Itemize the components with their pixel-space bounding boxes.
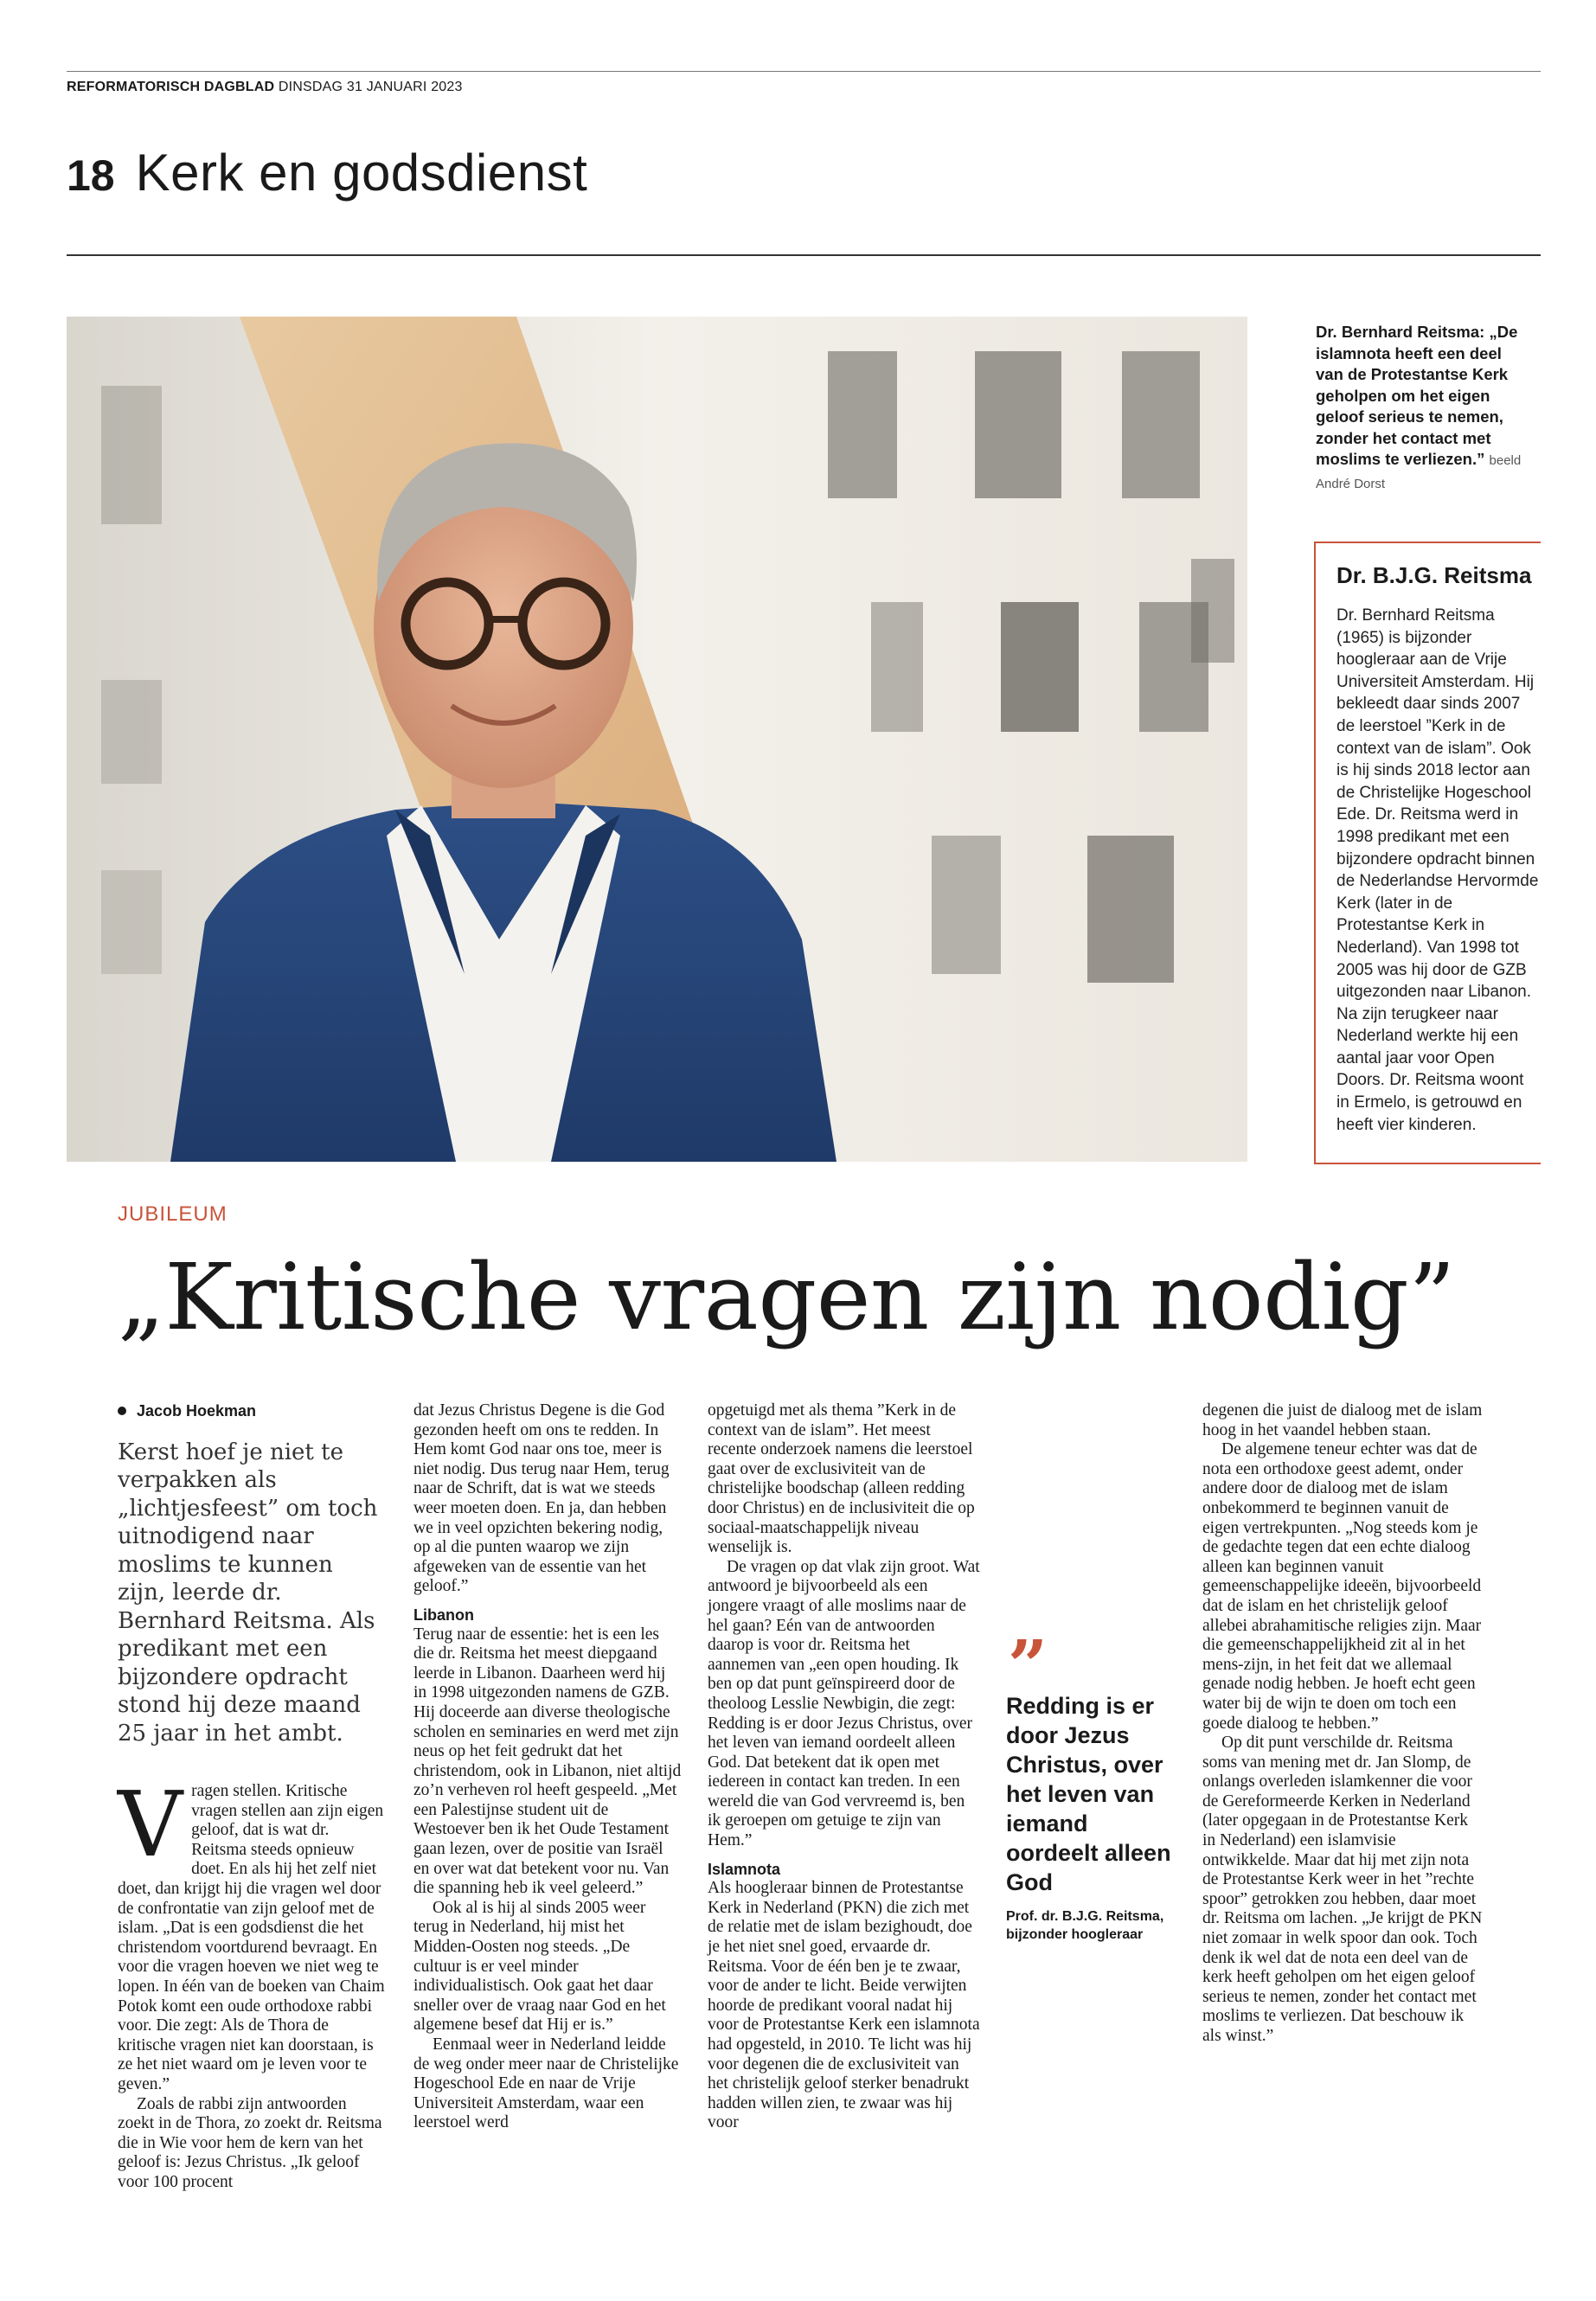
top-rule: [67, 71, 1541, 72]
byline-bullet-icon: [118, 1407, 126, 1415]
paragraph: Eenmaal weer in Nederland leidde de weg onder meer naar de Christelijke Hogeschool Ede en naar de Vrije Universiteit Amsterdam, waar een leerstoel werd: [413, 2035, 679, 2132]
paragraph: Vragen stellen. Kritische vragen stellen aan zijn eigen geloof, dat is wat dr. Reitsma steeds opnieuw doet. En als hij het zelf niet doet, dan krijgt hij die vragen wel door de confrontatie van zijn geloof met de islam. „Dat is een godsdienst die het christendom voortdurend bevraagt. En voor die vragen hoeven we niet weg te lopen. In één van de boeken van Chaim Potok komt een oude orthodoxe rabbi voor. Die zegt: Als de Thora de kritische vragen niet kan doorstaan, is ze het niet waard om je leven voor te geven.”: [118, 1772, 385, 2093]
paragraph: Zoals de rabbi zijn antwoorden zoekt in de Thora, zo zoekt dr. Reitsma die in Wie voor hem de kern van het geloof is: Jezus Christus. „Ik geloof voor 100 procent: [118, 2094, 382, 2191]
page-number: 18: [67, 151, 115, 200]
photo-caption: [1316, 322, 1532, 495]
publication-date: DINSDAG 31 JANUARI 2023: [278, 80, 463, 94]
section-rule: [67, 254, 1541, 256]
bio-title: Dr. B.J.G. Reitsma: [1336, 562, 1532, 588]
paragraph: Terug naar de essentie: het is een les die dr. Reitsma het meest diepgaand leerde in Libanon. Daarheen werd hij in 1998 uitgezonden namens de GZB. Hij doceerde aan diverse theologische scholen en seminaries en werd met zijn neus op het feit gedrukt dat het christendom, ook in Libanon, niet altijd zo’n verheven rol heeft gespeeld. „Met een Palestijnse student uit de Westoever ben ik het Oude Testament gaan lezen, over de positie van Israël en over wat dat betekent voor nu. Van die spanning heb ik veel geleerd.”: [413, 1625, 682, 1898]
article-headline: „Kritische vragen zijn nodig”: [118, 1244, 1455, 1350]
paragraph: Als hoogleraar binnen de Protestantse Kerk in Nederland (PKN) die zich met de relatie met de islam bezighoudt, doe je het niet snel goed, ervaarde dr. Reitsma. Voor de één ben je te zwaar, voor de ander te licht. Beide verwijten hoorde de predikant vooral nadat hij voor de Protestantse Kerk een islamnota had opgesteld, in 2010. Te licht was hij voor degenen die de exclusiviteit van het christelijk geloof sterker benadrukt hadden willen zien, te zwaar was hij voor: [708, 1879, 980, 2132]
bio-body: Dr. Bernhard Reitsma (1965) is bijzonder hoogleraar aan de Vrije Universiteit Amsterdam. Hij bekleedt daar sinds 2007 de leerstoel ”Kerk in de context van de islam”. Ook is hij sinds 2018 lector aan de Christelijke Hogeschool Ede. Dr. Reitsma werd in 1998 predikant met een bijzondere opdracht binnen de Nederlandse Hervormde Kerk (later in de Protestantse Kerk in Nederland). Van 1998 tot 2005 was hij door de GZB uitgezonden naar Libanon. Na zijn terugkeer naar Nederland werkte hij een aantal jaar voor Open Doors. Dr. Reitsma woont in Ermelo, is getrouwd en heeft vier kinderen.: [1336, 606, 1539, 1134]
masthead: [67, 80, 463, 95]
author-byline: [118, 1401, 386, 1421]
portrait-illustration: [67, 317, 1247, 1162]
article-column-4: [1202, 1401, 1484, 2047]
author-name: Jacob Hoekman: [137, 1402, 257, 1420]
pull-quote-attribution: Prof. dr. B.J.G. Reitsma, bijzonder hoogleraar: [1006, 1909, 1164, 1942]
paragraph: Op dit punt verschilde dr. Reitsma soms van mening met dr. Jan Slomp, de onlangs overleden islamkenner die voor de Gereformeerde Kerken in Nederland (later opgegaan in de Protestantse Kerk in Nederland) een islamvisie ontwikkelde. Maar dat hij met zijn nota de Protestantse Kerk weer in het ”rechte spoor” getrokken zou hebben, daar moet dr. Reitsma om lachen. „Je krijgt de PKN niet zomaar in welk spoor dan ook. Toch denk ik wel dat de nota een deel van de kerk heeft geholpen om het eigen geloof serieus te nemen, zonder het contact met moslims te verliezen. Dat beschouw ik als winst.”: [1202, 1734, 1483, 2045]
caption-text: Dr. Bernhard Reitsma: „De islamnota heeft een deel van de Protestantse Kerk geholpen om het eigen geloof serieus te nemen, zonder het contact met moslims te verliezen.”: [1316, 323, 1518, 468]
quote-marks-icon: ”: [1008, 1625, 1048, 1706]
article-column-2: [413, 1401, 682, 2133]
paragraph: De vragen op dat vlak zijn groot. Wat antwoord je bijvoorbeeld als een jongere vraagt of alle moslims naar de hel gaan? Eén van de antwoorden daarop is voor dr. Reitsma het aannemen van „een open houding. Ik ben op dat punt geïnspireerd door de theoloog Lesslie Newbigin, die zegt: Redding is er door Jezus Christus, over het leven van iemand oordeelt alleen God. Dat betekent dat ik open met iedereen in contact kan treden. In een wereld die van God vervreemd is, ben ik geroepen om getuige te zijn van Hem.”: [708, 1557, 980, 1850]
paragraph: dat Jezus Christus Degene is die God gezonden heeft om ons te redden. In Hem komt God naar ons toe, meer is niet nodig. Dus terug naar Hem, terug naar de Schrift, dat is wat we steeds weer moeten doen. En ja, dan hebben we in veel opzichten bekering nodig, op al die punten waarop we zijn afgeweken van de essentie van het geloof.”: [413, 1401, 670, 1596]
section-header: [67, 143, 587, 202]
article-lead: Kerst hoef je niet te verpakken als „lichtjesfeest” om toch uitnodigend naar moslims te kunnen zijn, leerde dr. Bernhard Reitsma. Als predikant met een bijzondere opdracht stond hij deze maand 25 jaar in het ambt.: [118, 1439, 378, 1747]
paragraph: opgetuigd met als thema ”Kerk in de context van de islam”. Het meest recente onderzoek namens die leerstoel gaat over de exclusiviteit van de christelijke boodschap (alleen redding door Christus) en de inclusiviteit die op sociaal-maatschappelijk niveau wenselijk is.: [708, 1401, 975, 1557]
article-column-1: [118, 1401, 386, 2193]
publication-name: REFORMATORISCH DAGBLAD: [67, 80, 275, 94]
subheading-libanon: Libanon: [413, 1606, 474, 1624]
article-kicker: JUBILEUM: [118, 1202, 228, 1226]
portrait-photo: [67, 317, 1247, 1162]
pull-quote: Redding is er door Jezus Christus, over het leven van iemand oordeelt alleen God: [1006, 1693, 1171, 1895]
section-title: Kerk en godsdienst: [135, 144, 588, 202]
paragraph: De algemene teneur echter was dat de nota een orthodoxe geest ademt, onder andere door de dialoog met de islam onbekommerd te beginnen vanuit de eigen vertrekpunten. „Nog steeds kom je de gedachte tegen dat een echte dialoog alleen kan beginnen vanuit gemeenschappelijke ideeën, bijvoorbeeld dat de islam en het christelijk geloof allebei abrahamitische religies zijn. Maar die gemeenschappelijkheid zit al in het mens-zijn, in het feit dat we allemaal genade nodig hebben. Je hoeft echt geen water bij de wijn te doen om toch een goede dialoog te hebben.”: [1202, 1440, 1482, 1733]
paragraph: degenen die juist de dialoog met de islam hoog in het vaandel hebben staan.: [1202, 1401, 1483, 1439]
dropcap: V: [118, 1772, 183, 1878]
subheading-islamnota: Islamnota: [708, 1860, 781, 1878]
paragraph: Ook al is hij al sinds 2005 weer terug in Nederland, hij mist het Midden-Oosten nog steeds. „De cultuur is er veel minder individualistisch. Ook gaat het daar sneller over de vraag naar God en het algemene besef dat Hij er is.”: [413, 1898, 666, 2035]
photo-credit: beeld André Dorst: [1316, 453, 1522, 491]
article-column-3: [708, 1401, 980, 2133]
bio-box: [1314, 542, 1541, 1164]
